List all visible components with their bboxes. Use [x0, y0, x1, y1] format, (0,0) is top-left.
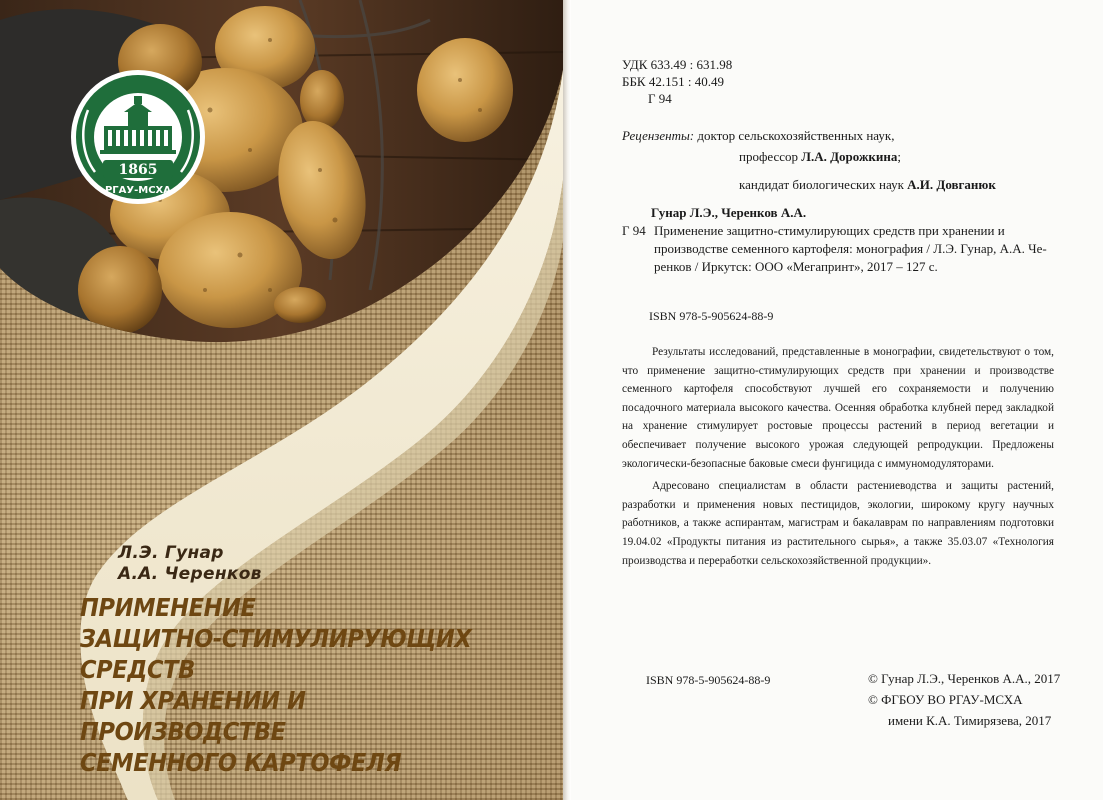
- logo-year: 1865: [118, 162, 158, 178]
- cover-title-line-3: ПРИ ХРАНЕНИИ И ПРОИЗВОДСТВЕ: [80, 686, 306, 746]
- university-logo: [71, 70, 205, 204]
- cover-author-2: А.А. Черенков: [118, 564, 262, 584]
- copyright-line-2: © ФГБОУ ВО РГАУ-МСХА: [868, 692, 1023, 707]
- isbn-top: ISBN 978-5-905624-88-9: [649, 309, 774, 323]
- reviewer-1-name: Л.А. Дорожкина: [801, 149, 898, 164]
- cover-authors: [118, 543, 418, 585]
- cover-title: [80, 592, 503, 778]
- bibliographic-record: [622, 204, 1052, 276]
- abstract: [622, 343, 1054, 570]
- copyright-line-3: имени К.А. Тимирязева, 2017: [888, 713, 1052, 728]
- abstract-paragraph-1: Результаты исследований, представленные в монографии, свидетельствуют о том, что применение защитно-стимулирующих средств при хранении и производстве семенного картофеля способствуют лучшей его сохраняемости и получению посадочного материала высокого качества. Осенняя обработка клубней перед закладкой на хранение стимулирует ростовые процессы растений в период вегетации и обеспечивает получение высокого урожая следующей репродукции. Предложены экологически-безопасные баковые смеси фунгицида с иммуномодуляторами.: [622, 346, 1054, 470]
- bib-line-2: производстве семенного картофеля: монография / Л.Э. Гунар, А.А. Че-: [654, 241, 1047, 256]
- bbk-code: ББК 42.151 : 40.49: [622, 74, 724, 89]
- cover-author-1: Л.Э. Гунар: [118, 543, 224, 563]
- classification-block: [622, 56, 732, 107]
- reviewers-block: Рецензенты: доктор сельскохозяйственных наук, профессор Л.А. Дорожкина; кандидат биологических наук А.И. Довганюк: [622, 128, 996, 192]
- cover-title-line-2: ЗАЩИТНО-СТИМУЛИРУЮЩИХ СРЕДСТВ: [80, 624, 472, 684]
- imprint-page: [571, 0, 1103, 800]
- reviewer-2-name: А.И. Довганюк: [907, 177, 996, 192]
- copyright-block: [868, 668, 1060, 731]
- bib-authors: Гунар Л.Э., Черенков А.А.: [651, 205, 807, 220]
- reviewers-label: Рецензенты:: [622, 128, 695, 143]
- book-spine: [563, 0, 571, 800]
- abstract-paragraph-2: Адресовано специалистам в области растениеводства и защиты растений, разработки и применения новых пестицидов, экологии, широкому кругу научных работников, а также аспирантам, магистрам и бакалаврам по направлениям подготовки 19.04.02 «Продукты питания из растительного сырья», а также 35.03.07 «Технология производства и переработки сельскохозяйственной продукции».: [622, 480, 1054, 567]
- bib-line-1: Применение защитно-стимулирующих средств при хранении и: [654, 223, 1005, 238]
- cover-title-line-4: СЕМЕННОГО КАРТОФЕЛЯ: [80, 748, 402, 777]
- reviewer-1-role: профессор: [739, 149, 799, 164]
- reviewer-1-degree: доктор сельскохозяйственных наук,: [697, 128, 895, 143]
- copyright-line-1: © Гунар Л.Э., Черенков А.А., 2017: [868, 671, 1061, 686]
- logo-name: РГАУ-МСХА: [104, 185, 172, 196]
- isbn-bottom: ISBN 978-5-905624-88-9: [646, 673, 771, 687]
- author-mark: Г 94: [648, 91, 672, 106]
- cover-title-line-1: ПРИМЕНЕНИЕ: [80, 593, 256, 622]
- bib-line-3: ренков / Иркутск: ООО «Мегапринт», 2017 – 127 с.: [654, 259, 938, 274]
- udc-code: УДК 633.49 : 631.98: [622, 57, 733, 72]
- bib-code: Г 94: [622, 223, 646, 238]
- reviewer-2-degree: кандидат биологических наук: [739, 177, 904, 192]
